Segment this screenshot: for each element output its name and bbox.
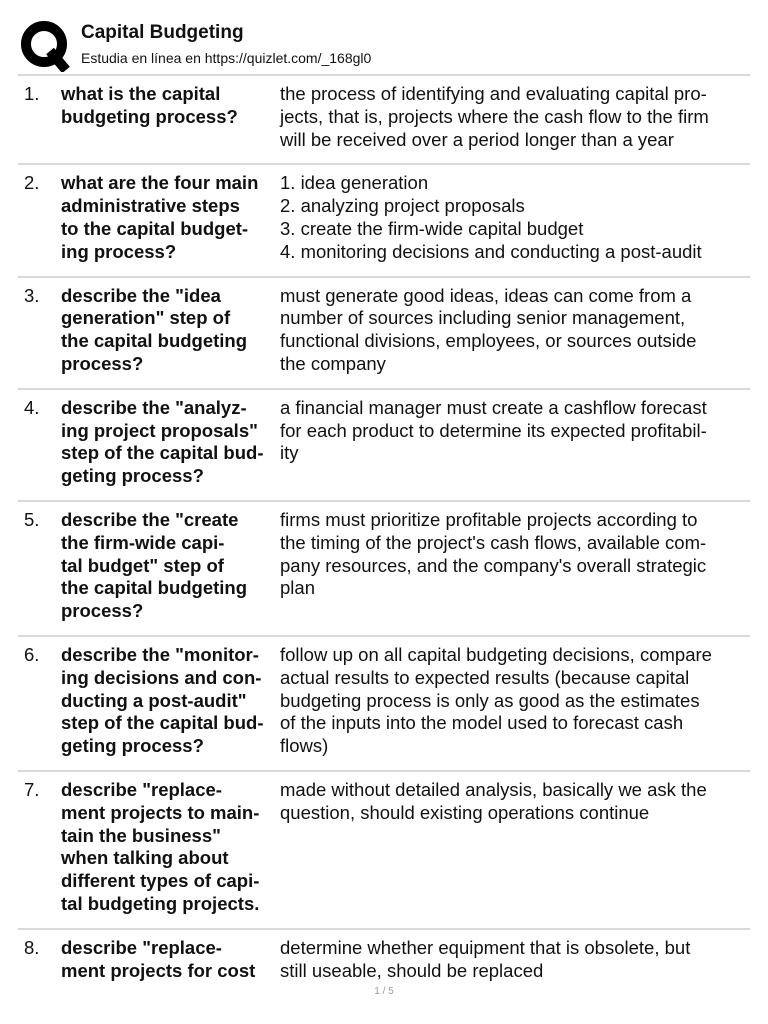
term-line: process? [61,352,144,374]
card-definition [280,779,750,825]
definition-line: 4. monitoring decisions and conducting a post-audit [280,240,702,262]
card-term [61,644,275,758]
flashcard-row [18,390,750,502]
card-definition [280,172,750,263]
term-line: describe the "create [61,508,239,530]
definition-line: jects, that is, projects where the cash flow to the firm [280,105,709,127]
term-line: ducting a post-audit" [61,689,247,711]
term-line: describe the "monitor- [61,643,259,665]
term-line: tain the business" [61,824,221,846]
term-line: describe the "analyz- [61,396,247,418]
card-term [61,172,275,263]
term-line: administrative steps [61,195,240,217]
definition-line: the process of identifying and evaluating capital pro- [280,83,707,104]
definition-line: still useable, should be replaced [280,959,544,981]
card-number: 5. [24,508,40,530]
definition-line: 2. analyzing project proposals [280,195,525,217]
definition-line: 3. create the firm-wide capital budget [280,217,584,239]
term-line: ment projects for cost [61,959,256,981]
card-definition [280,509,750,600]
term-line: step of the capital bud- [61,442,264,464]
card-definition [280,83,750,151]
term-line: the firm-wide capi- [61,531,225,553]
definition-line: question, should existing operations continue [280,801,650,823]
definition-line: budgeting process is only as good as the estimates [280,689,700,711]
card-term [61,83,275,129]
definition-line: for each product to determine its expected profitabil- [280,419,707,441]
flashcard-row [18,165,750,277]
definition-line: functional divisions, employees, or sources outside [280,330,697,352]
term-line: the capital budgeting [61,577,248,599]
document-subtitle: Estudia en línea en https://quizlet.com/_168gl0 [81,50,372,66]
document-title: Capital Budgeting [81,22,244,43]
flashcard-row [18,278,750,390]
term-line: generation" step of [61,307,231,329]
definition-line: flows) [280,735,329,757]
term-line: ing project proposals" [61,419,258,441]
term-line: ing process? [61,240,177,262]
card-number: 4. [24,396,40,418]
card-number: 8. [24,936,40,958]
card-term [61,397,275,488]
flashcard-row [18,637,750,772]
term-line: what is the capital [61,83,221,104]
card-number: 3. [24,284,40,306]
definition-line: of the inputs into the model used to forecast cash [280,712,684,734]
definition-line: follow up on all capital budgeting decisions, compare [280,643,712,665]
definition-line: plan [280,577,315,599]
document-header [18,18,750,68]
term-line: geting process? [61,735,204,757]
definition-line: 1. idea generation [280,172,429,194]
definition-line: actual results to expected results (because capital [280,666,690,688]
term-line: to the capital budget- [61,217,249,239]
flashcard-row [18,930,750,995]
definition-line: the timing of the project's cash flows, available com- [280,531,707,553]
definition-line: the company [280,352,386,374]
term-line: ing decisions and con- [61,666,262,688]
card-definition [280,644,750,758]
term-line: what are the four main [61,172,259,194]
card-term [61,779,275,916]
card-term [61,285,275,376]
definition-line: pany resources, and the company's overall strategic [280,554,707,576]
flashcard-row [18,772,750,930]
definition-line: ity [280,442,299,464]
term-line: describe "replace- [61,936,222,958]
definition-line: must generate good ideas, ideas can come from a [280,284,692,306]
card-term [61,937,275,983]
card-definition [280,285,750,376]
card-number: 2. [24,172,40,194]
card-number: 6. [24,643,40,665]
term-line: step of the capital bud- [61,712,264,734]
definition-line: will be received over a period longer than a year [280,128,674,150]
flashcard-list [18,74,750,994]
definition-line: number of sources including senior management, [280,307,686,329]
term-line: process? [61,600,144,622]
card-definition [280,397,750,465]
card-term [61,509,275,623]
flashcard-row [18,76,750,165]
term-line: describe the "idea [61,284,221,306]
definition-line: firms must prioritize profitable projects according to [280,508,698,530]
card-number: 1. [24,83,40,104]
term-line: geting process? [61,465,204,487]
term-line: when talking about [61,847,229,869]
term-line: describe "replace- [61,778,222,800]
page-indicator: 1 / 5 [374,986,394,997]
quizlet-logo-icon [20,20,72,72]
term-line: tal budgeting projects. [61,892,260,914]
term-line: different types of capi- [61,870,260,892]
definition-line: made without detailed analysis, basically we ask the [280,778,707,800]
definition-line: determine whether equipment that is obsolete, but [280,936,691,958]
flashcard-row [18,502,750,637]
term-line: budgeting process? [61,105,238,127]
card-number: 7. [24,778,40,800]
term-line: ment projects to main- [61,801,260,823]
card-definition [280,937,750,983]
term-line: the capital budgeting [61,330,248,352]
term-line: tal budget" step of [61,554,224,576]
definition-line: a financial manager must create a cashflow forecast [280,396,707,418]
